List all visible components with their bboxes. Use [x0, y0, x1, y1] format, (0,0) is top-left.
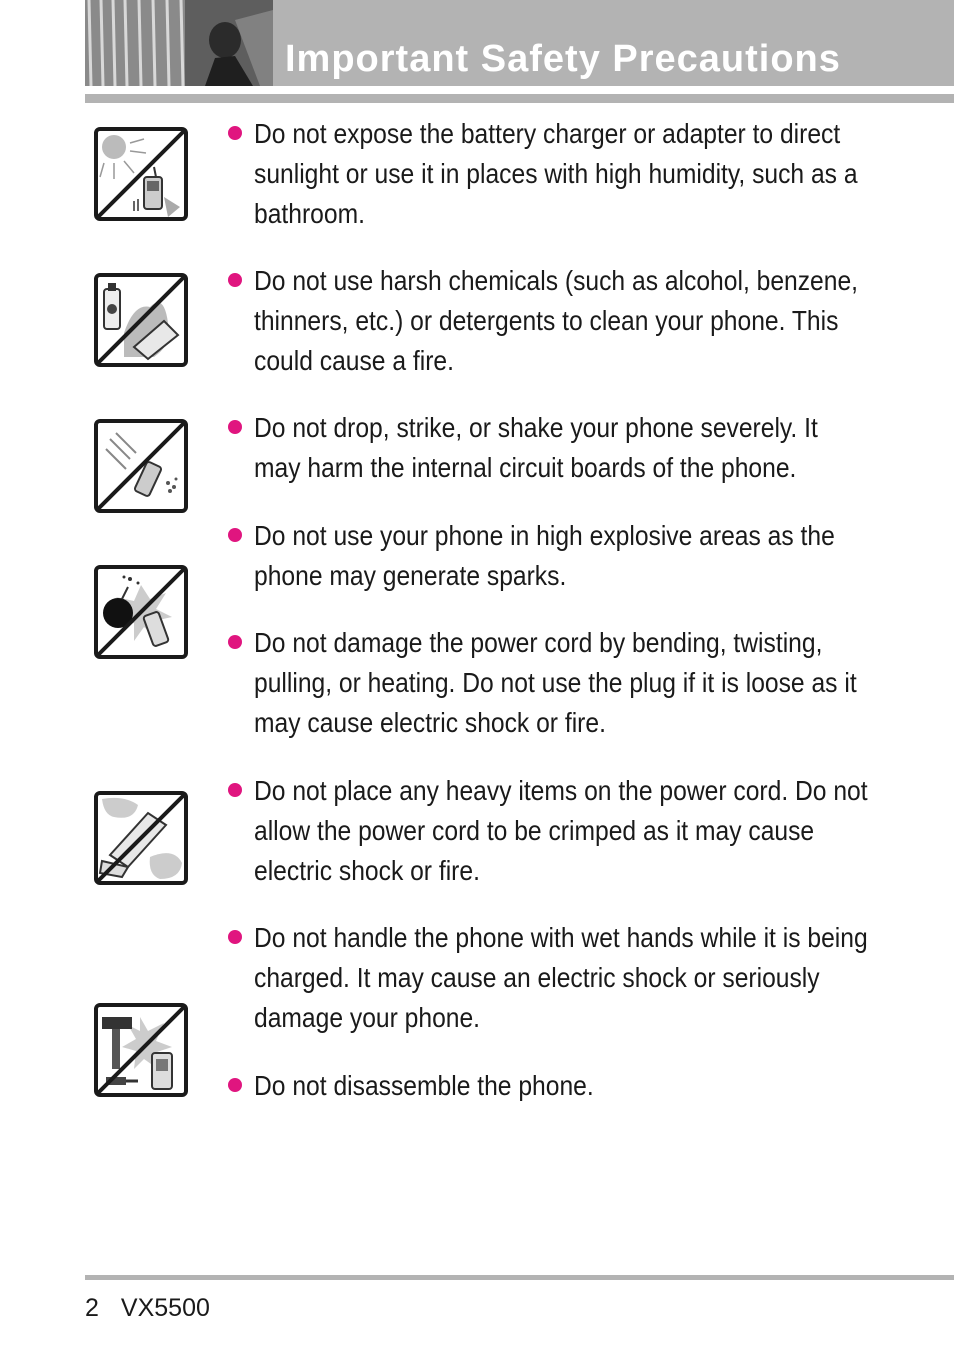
header-divider: [85, 94, 954, 103]
heavy-items-prohibition-icon: [94, 791, 188, 885]
bullet-icon: [228, 1078, 242, 1092]
precaution-item: [228, 1066, 888, 1106]
bullet-icon: [228, 126, 242, 140]
model-name: VX5500: [120, 1294, 210, 1322]
precaution-item: [228, 623, 888, 743]
page-number: 2: [85, 1294, 99, 1322]
harsh-chemicals-prohibition-icon: [94, 273, 188, 367]
precaution-text: Do not use harsh chemicals (such as alcohol, benzene, thinners, etc.) or detergents to clean your phone. This could cause a fire.: [254, 265, 859, 376]
bullet-icon: [228, 273, 242, 287]
bullet-icon: [228, 528, 242, 542]
precaution-item: [228, 114, 888, 234]
precaution-item: [228, 261, 888, 381]
bullet-icon: [228, 635, 242, 649]
explosive-area-prohibition-icon: [94, 565, 188, 659]
precaution-text: Do not disassemble the phone.: [254, 1070, 594, 1101]
header-photo: [85, 0, 273, 86]
footer: [85, 1294, 210, 1323]
precaution-text: Do not drop, strike, or shake your phone severely. It may harm the internal circuit boards of the phone.: [254, 412, 818, 483]
precaution-item: [228, 771, 888, 891]
bullet-icon: [228, 783, 242, 797]
bullet-icon: [228, 420, 242, 434]
precaution-text: Do not expose the battery charger or adapter to direct sunlight or use it in places with high humidity, such as a bathroom.: [254, 118, 858, 229]
footer-divider: [85, 1275, 954, 1280]
precaution-item: [228, 918, 888, 1038]
precaution-item: [228, 408, 888, 488]
disassemble-prohibition-icon: [94, 1003, 188, 1097]
header-bar: [85, 0, 954, 86]
bullet-icon: [228, 930, 242, 944]
precaution-item: [228, 516, 888, 596]
precaution-text: Do not place any heavy items on the power cord. Do not allow the power cord to be crimped as it may cause electric shock or fire.: [254, 775, 868, 886]
sunlight-humidity-prohibition-icon: [94, 127, 188, 221]
page-title: Important Safety Precautions: [285, 38, 841, 80]
precaution-text: Do not use your phone in high explosive areas as the phone may generate sparks.: [254, 520, 835, 591]
precaution-text: Do not damage the power cord by bending, twisting, pulling, or heating. Do not use the plug if it is loose as it may cause electric shock or fire.: [254, 627, 857, 738]
precaution-text: Do not handle the phone with wet hands while it is being charged. It may cause an electric shock or seriously damage your phone.: [254, 922, 868, 1033]
drop-shake-prohibition-icon: [94, 419, 188, 513]
